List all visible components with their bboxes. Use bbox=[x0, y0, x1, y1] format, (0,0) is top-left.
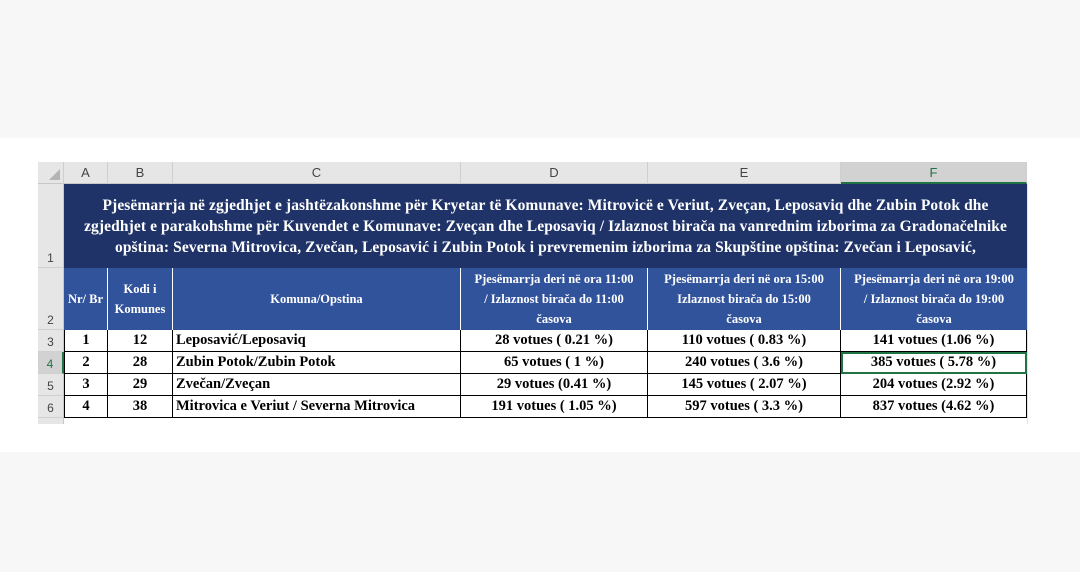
row-header-3[interactable]: 3 bbox=[38, 330, 64, 352]
table-cell-turnout-15[interactable]: 145 votues ( 2.07 %) bbox=[648, 374, 841, 396]
column-header-a[interactable]: A bbox=[64, 162, 108, 184]
table-cell-komuna[interactable]: Zubin Potok/Zubin Potok bbox=[173, 352, 461, 374]
table-cell-nr[interactable]: 1 bbox=[64, 330, 108, 352]
column-header-f[interactable]: F bbox=[841, 162, 1027, 184]
row-header-1[interactable]: 1 bbox=[38, 184, 64, 268]
row-header-6[interactable]: 6 bbox=[38, 396, 64, 418]
row-header-4[interactable]: 4 bbox=[38, 352, 64, 374]
bottom-background bbox=[0, 452, 1080, 572]
active-cell[interactable]: 385 votues ( 5.78 %) bbox=[841, 352, 1027, 374]
column-header-e[interactable]: E bbox=[648, 162, 841, 184]
table-cell-turnout-19[interactable]: 141 votues (1.06 %) bbox=[841, 330, 1027, 352]
select-all-corner[interactable] bbox=[38, 162, 64, 184]
header-kodi[interactable]: Kodi i Komunes bbox=[108, 268, 173, 330]
table-cell-kodi[interactable]: 12 bbox=[108, 330, 173, 352]
table-cell-nr[interactable]: 2 bbox=[64, 352, 108, 374]
table-cell-turnout-19[interactable]: 837 votues (4.62 %) bbox=[841, 396, 1027, 418]
header-turnout-19[interactable]: Pjesëmarrja deri në ora 19:00 / Izlaznost birača do 19:00 časova bbox=[841, 268, 1027, 330]
header-turnout-15[interactable]: Pjesëmarrja deri në ora 15:00 Izlaznost birača do 15:00 časova bbox=[648, 268, 841, 330]
table-cell-turnout-19[interactable]: 204 votues (2.92 %) bbox=[841, 374, 1027, 396]
top-background bbox=[0, 0, 1080, 138]
table-cell-komuna[interactable]: Zvečan/Zveçan bbox=[173, 374, 461, 396]
table-cell-turnout-15[interactable]: 597 votues ( 3.3 %) bbox=[648, 396, 841, 418]
table-cell-nr[interactable]: 4 bbox=[64, 396, 108, 418]
table-cell-turnout-15[interactable]: 240 votues ( 3.6 %) bbox=[648, 352, 841, 374]
table-cell-turnout-11[interactable]: 65 votues ( 1 %) bbox=[461, 352, 648, 374]
row-header-7 bbox=[38, 418, 64, 424]
title-line: zgjedhjet e parakohshme për Kuvendet e Komunave: Zveçan dhe Leposaviq / Izlaznost birača na vanrednim izborima za Gradonačelnike bbox=[84, 217, 1007, 235]
table-cell-kodi[interactable]: 29 bbox=[108, 374, 173, 396]
table-title[interactable] bbox=[64, 184, 1027, 268]
table-cell-komuna[interactable]: Mitrovica e Veriut / Severna Mitrovica bbox=[173, 396, 461, 418]
table-cell-kodi[interactable]: 28 bbox=[108, 352, 173, 374]
table-cell-turnout-15[interactable]: 110 votues ( 0.83 %) bbox=[648, 330, 841, 352]
header-komuna[interactable]: Komuna/Opstina bbox=[173, 268, 461, 330]
table-cell-nr[interactable]: 3 bbox=[64, 374, 108, 396]
title-line: opština: Severna Mitrovica, Zvečan, Leposavić i Zubin Potok i prevremenim izborima za Skupštine opština: Zvečan i Leposavić, bbox=[114, 238, 977, 256]
table-cell-turnout-11[interactable]: 29 votues (0.41 %) bbox=[461, 374, 648, 396]
header-turnout-11[interactable]: Pjesëmarrja deri në ora 11:00 / Izlaznost birača do 11:00 časova bbox=[461, 268, 648, 330]
row-header-5[interactable]: 5 bbox=[38, 374, 64, 396]
table-cell-turnout-11[interactable]: 191 votues ( 1.05 %) bbox=[461, 396, 648, 418]
gridline bbox=[1027, 184, 1028, 424]
table-cell-kodi[interactable]: 38 bbox=[108, 396, 173, 418]
column-header-b[interactable]: B bbox=[108, 162, 173, 184]
row-header-2[interactable]: 2 bbox=[38, 268, 64, 330]
spreadsheet[interactable] bbox=[38, 162, 1034, 424]
table-cell-komuna[interactable]: Leposavić/Leposaviq bbox=[173, 330, 461, 352]
header-nr[interactable]: Nr/ Br bbox=[64, 268, 108, 330]
column-header-c[interactable]: C bbox=[173, 162, 461, 184]
title-line: Pjesëmarrja në zgjedhjet e jashtëzakonshme për Kryetar të Komunave: Mitrovicë e Veriut, Zveçan, Leposaviq dhe Zubin Potok dhe bbox=[102, 196, 989, 214]
table-cell-turnout-11[interactable]: 28 votues ( 0.21 %) bbox=[461, 330, 648, 352]
column-header-d[interactable]: D bbox=[461, 162, 648, 184]
